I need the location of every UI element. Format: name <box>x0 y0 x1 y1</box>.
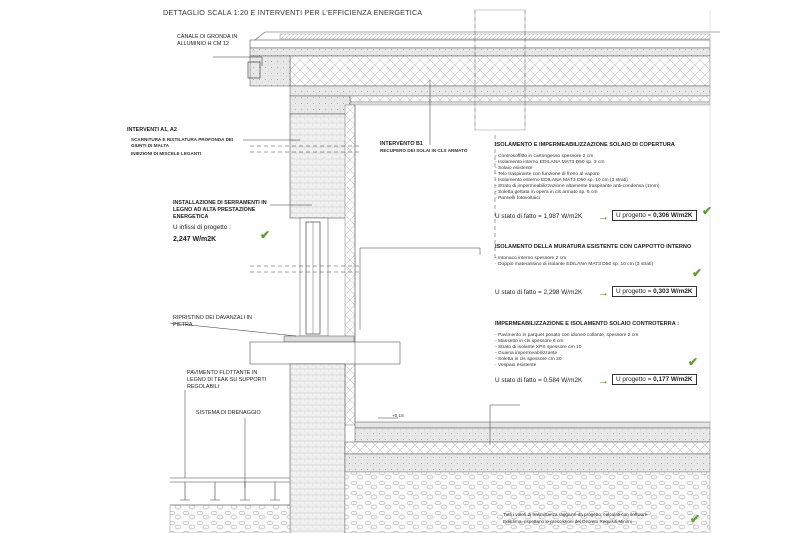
drenaggio-label: SISTEMA DI DRENAGGIO <box>196 410 261 416</box>
list-item: - Controsoffitto in cartongesso spessore 2 cm <box>495 154 594 159</box>
davanzali-label-2: PIETRA <box>173 322 193 328</box>
quota-label: +0,16 <box>392 413 404 418</box>
panel-floor-u-stato: U stato di fatto = 0,584 W/m2K <box>495 377 583 384</box>
list-item: - Pavimento in parquet posato con idoneo collante, spessore 2 cm <box>495 333 639 338</box>
list-item: - Telo traspirante con funzione di freno al vapore <box>495 171 600 177</box>
list-item: - Pannelli fotovoltaici <box>495 195 540 201</box>
serramenti-u-label: U infissi di progetto : <box>173 224 231 231</box>
list-item: - Solaio esistente <box>495 165 533 171</box>
list-item: - Massetto in cls spessore 6 cm <box>495 338 564 344</box>
check-icon: ✔ <box>688 355 699 369</box>
list-item: - Guaina impermeabilizzante <box>495 350 558 356</box>
note-line-1: Tutti i valori di trasmittanza raggiunti da progetto, calcolati con software <box>503 512 648 517</box>
panel-wall-list <box>495 256 653 268</box>
panel-floor-u-progetto: U progetto = 0,177 W/m2K <box>612 374 697 385</box>
panel-roof-u-stato: U stato di fatto = 1,987 W/m2K <box>495 213 583 220</box>
list-item: - Vespaio esistente <box>495 362 537 368</box>
panel-roof-list <box>495 154 659 202</box>
list-item: - Soletta in cls spessore cm 20 <box>495 356 562 362</box>
panel-roof-u-progetto: U progetto = 0,306 W/m2K <box>612 210 697 221</box>
list-item: - Isolamento esterno EDILANA MAT3 D50 sp. 10 cm (3 strati) <box>495 177 628 183</box>
list-item: - Soletta gettata in opera in cls armato sp. 6 cm <box>495 189 598 195</box>
interventi-a-line-1: SCARNITURA E RISTILATURA PROFONDA DEI <box>131 137 234 142</box>
pavimento-label-2: LEGNO DI TEAK SU SUPPORTI <box>187 377 267 383</box>
intervento-b-title: INTERVENTO B1 <box>380 141 423 147</box>
check-icon: ✔ <box>690 512 701 526</box>
check-icon: ✔ <box>702 204 713 218</box>
list-item: - Doppio materassino di isolante EDILANA MAT3 D50 sp. 10 cm (3 strati) <box>495 261 654 267</box>
interventi-a-line-3: INIEZIONI DI MISCELE LEGANTI <box>131 151 202 156</box>
panel-floor-list <box>495 333 638 369</box>
arrow-right-icon: → <box>598 287 609 299</box>
check-icon: ✔ <box>260 228 271 242</box>
serramenti-label-1: INSTALLAZIONE DI SERRAMENTI IN <box>173 200 267 206</box>
gronda-label-2: ALLUMINIO H CM 12 <box>177 41 229 47</box>
pavimento-label-1: PAVIMENTO FLOTTANTE IN <box>187 370 258 376</box>
davanzali-label-1: RIPRISTINO DEI DAVANZALI IN <box>173 315 252 321</box>
note-line-2: Edilclima, rispettano le prescrizioni del Decreto Requisiti Minimi <box>503 519 632 524</box>
serramenti-label-3: ENERGETICA <box>173 214 209 220</box>
serramenti-u-value: 2,247 W/m2K <box>173 236 217 243</box>
gronda-label-1: CANALE DI GRONDA IN <box>177 34 238 40</box>
panel-wall-title: ISOLAMENTO DELLA MURATURA ESISTENTE CON CAPPOTTO INTERNO <box>495 244 692 250</box>
panel-wall-u-stato: U stato di fatto = 2,298 W/m2K <box>495 289 583 296</box>
intervento-b-line: RECUPERO DEI SOLAI IN CLS ARMATO <box>380 148 468 153</box>
deck-supports <box>170 478 290 500</box>
panel-roof-title: ISOLAMENTO E IMPERMEABILIZZAZIONE SOLAIO DI COPERTURA <box>495 142 675 148</box>
arrow-right-icon: → <box>598 211 609 223</box>
pavimento-label-3: REGOLABILI <box>187 384 220 390</box>
panel-wall-u-progetto: U progetto = 0,303 W/m2K <box>612 286 697 297</box>
roof-assembly <box>248 32 720 114</box>
interventi-a-line-2: GIUNTI DI MALTA <box>131 143 170 148</box>
interventi-a-title: INTERVENTI A1, A2 <box>127 127 177 133</box>
list-item: - Strato di isolante XPS spessore cm 10 <box>495 344 582 350</box>
serramenti-label-2: LEGNO AD ALTA PRESTAZIONE <box>173 207 256 213</box>
check-icon: ✔ <box>692 266 703 280</box>
list-item: - Isolamento interno EDILANA MAT3 D50 sp. 3 cm <box>495 159 605 165</box>
list-item: - Strato di impermeabilizzazione altamente traspirante anti-condensa (1mm) <box>495 183 660 189</box>
panel-floor-title: IMPERMEABILIZZAZIONE E ISOLAMENTO SOLAIO CONTROTERRA : <box>495 321 679 327</box>
page-title: DETTAGLIO SCALA 1:20 E INTERVENTI PER L'EFFICIENZA ENERGETICA <box>163 8 423 17</box>
list-item: - Intonaco interno spessore 2 cm <box>495 256 567 261</box>
arrow-right-icon: → <box>598 375 609 387</box>
